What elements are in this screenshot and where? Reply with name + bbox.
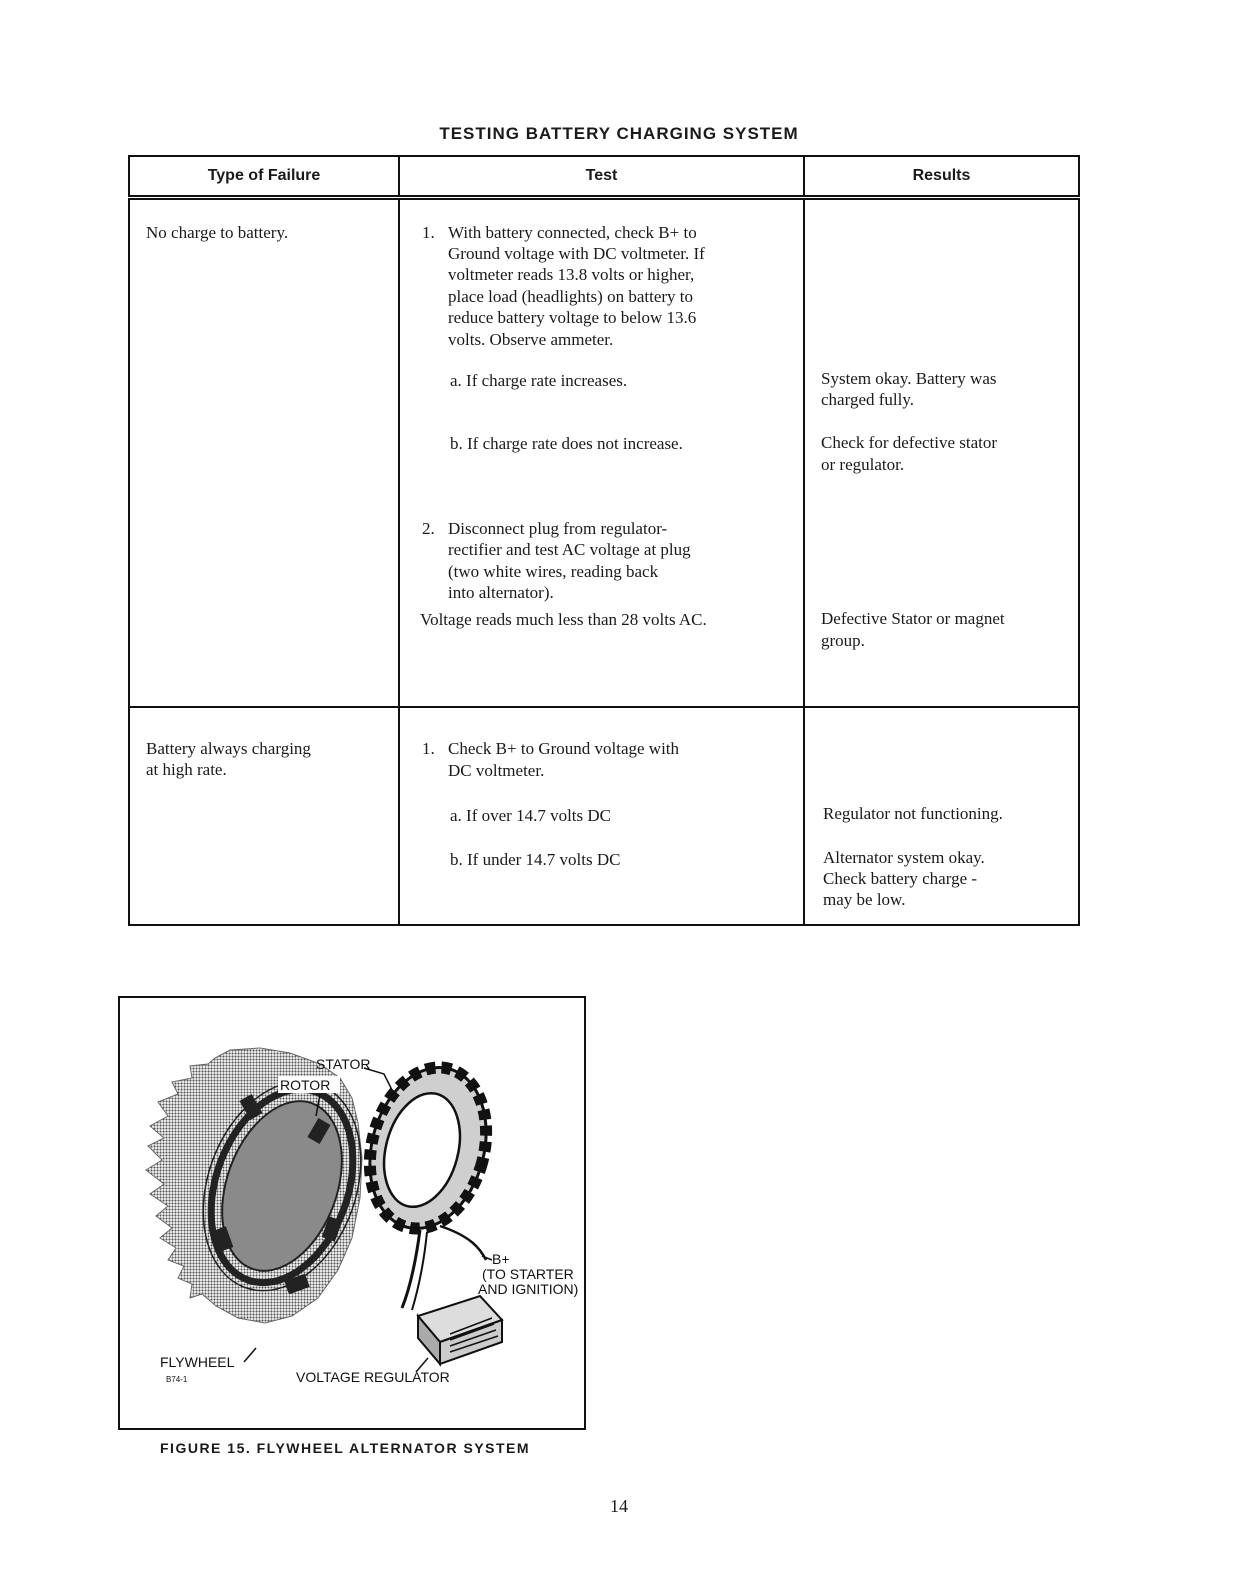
alternator-illustration: [120, 998, 584, 1428]
flywheel-label: FLYWHEEL: [160, 1354, 235, 1370]
test-line: rectifier and test AC voltage at plug: [448, 540, 691, 559]
step-number: 1.: [422, 739, 435, 758]
test-line: volts. Observe ammeter.: [448, 330, 614, 349]
test-line: With battery connected, check B+ to: [448, 223, 697, 242]
voltage-regulator-shape: [418, 1296, 502, 1364]
failure-cell: [129, 198, 399, 708]
to-starter-label: (TO STARTER: [482, 1266, 574, 1282]
stator-label: STATOR: [316, 1056, 371, 1072]
result-line: Check for defective stator: [821, 433, 998, 452]
test-line: Check B+ to Ground voltage with: [448, 739, 680, 758]
header-results: Results: [804, 156, 1079, 198]
test-line: Voltage reads much less than 28 volts AC.: [420, 610, 707, 629]
failure-text: at high rate.: [146, 760, 227, 779]
failure-text: No charge to battery.: [146, 223, 289, 242]
result-line: group.: [821, 631, 865, 650]
header-type-of-failure: Type of Failure: [129, 156, 399, 198]
test-cell: [399, 707, 804, 925]
results-cell: [804, 707, 1079, 925]
step-number: 2.: [422, 519, 435, 538]
test-line: voltmeter reads 13.8 volts or higher,: [448, 265, 695, 284]
page-title: TESTING BATTERY CHARGING SYSTEM: [439, 124, 799, 143]
result-line: System okay. Battery was: [821, 369, 997, 388]
test-line: Ground voltage with DC voltmeter. If: [448, 244, 705, 263]
result-line: Check battery charge -: [823, 869, 978, 888]
sub-step-a: a. If over 14.7 volts DC: [450, 806, 612, 825]
test-line: place load (headlights) on battery to: [448, 287, 693, 306]
table-row: [129, 198, 1079, 708]
result-line: Defective Stator or magnet: [821, 609, 1005, 628]
table-row: [129, 707, 1079, 925]
results-cell: [804, 198, 1079, 708]
failure-cell: [129, 707, 399, 925]
step-number: 1.: [422, 223, 435, 242]
test-line: reduce battery voltage to below 13.6: [448, 308, 697, 327]
rotor-label: ROTOR: [280, 1077, 331, 1093]
figure-caption: FIGURE 15. FLYWHEEL ALTERNATOR SYSTEM: [160, 1440, 531, 1456]
result-line: may be low.: [823, 890, 906, 909]
sub-step-a: a. If charge rate increases.: [450, 371, 628, 390]
and-ignition-label: AND IGNITION): [478, 1281, 579, 1297]
sub-step-b: b. If under 14.7 volts DC: [450, 850, 621, 869]
figure-frame: [118, 996, 586, 1430]
figure-code: B74-1: [166, 1375, 188, 1384]
page-number: 14: [610, 1496, 628, 1516]
voltage-regulator-label: VOLTAGE REGULATOR: [296, 1369, 450, 1385]
test-table: [128, 155, 1080, 926]
header-test: Test: [399, 156, 804, 198]
failure-text: Battery always charging: [146, 739, 311, 758]
result-line: or regulator.: [821, 455, 905, 474]
result-line: Regulator not functioning.: [823, 804, 1003, 823]
result-line: Alternator system okay.: [823, 848, 985, 867]
bplus-label: B+: [492, 1251, 510, 1267]
sub-step-b: b. If charge rate does not increase.: [450, 434, 683, 453]
test-line: into alternator).: [448, 583, 554, 602]
result-line: charged fully.: [821, 390, 914, 409]
test-line: DC voltmeter.: [448, 761, 545, 780]
test-line: (two white wires, reading back: [448, 562, 659, 581]
test-cell: [399, 198, 804, 708]
test-line: Disconnect plug from regulator-: [448, 519, 668, 538]
